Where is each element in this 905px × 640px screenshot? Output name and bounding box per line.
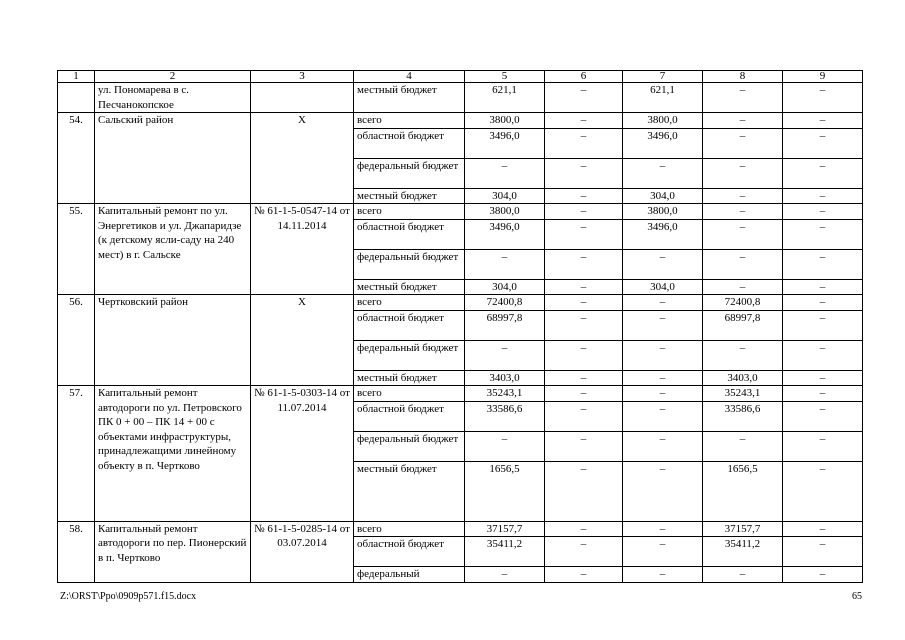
table-header-row [58,71,863,83]
dash-cell: – [545,295,623,311]
row-number-cell: 56. [58,295,95,386]
object-name-cell: Капитальный ремонт по ул. Энергетиков и ул. Джапаридзе (к детскому ясли-саду на 240 мест) в г. Сальске [95,204,251,295]
table-row [58,83,863,113]
dash-cell: – [783,204,863,220]
column-header: 3 [251,71,354,83]
column-header: 5 [465,71,545,83]
source-cell: областной бюджет [354,537,465,567]
dash-cell: – [623,537,703,567]
dash-cell: – [703,249,783,279]
dash-cell: – [783,128,863,158]
source-cell: всего [354,113,465,129]
dash-cell: – [703,188,783,204]
table-row [58,521,863,537]
dash-cell: – [703,204,783,220]
permit-cell [251,83,354,113]
dash-cell: – [623,386,703,402]
dash-cell: – [703,158,783,188]
dash-cell: – [623,249,703,279]
value-cell: 37157,7 [465,521,545,537]
dash-cell: – [623,401,703,431]
row-number-cell: 54. [58,113,95,204]
value-cell: 68997,8 [703,310,783,340]
dash-cell: – [703,340,783,370]
dash-cell: – [465,431,545,461]
table-row [58,204,863,220]
source-cell: областной бюджет [354,310,465,340]
dash-cell: – [783,310,863,340]
value-cell: 304,0 [623,188,703,204]
value-cell: 37157,7 [703,521,783,537]
budget-table [57,70,863,583]
dash-cell: – [545,521,623,537]
value-cell: 68997,8 [465,310,545,340]
dash-cell: – [545,386,623,402]
dash-cell: – [703,567,783,583]
dash-cell: – [545,279,623,295]
footer-file-path: Z:\ORST\Ppo\0909p571.f15.docx [60,591,197,602]
object-name-cell: ул. Пономарева в с. Песчанокопское [95,83,251,113]
dash-cell: – [623,567,703,583]
value-cell: 3800,0 [465,204,545,220]
permit-cell: Х [251,295,354,386]
dash-cell: – [545,401,623,431]
value-cell: 1656,5 [703,461,783,521]
source-cell: местный бюджет [354,370,465,386]
dash-cell: – [783,295,863,311]
dash-cell: – [783,521,863,537]
source-cell: федеральный бюджет [354,249,465,279]
dash-cell: – [703,128,783,158]
value-cell: 3800,0 [465,113,545,129]
value-cell: 35411,2 [703,537,783,567]
dash-cell: – [465,249,545,279]
column-header: 4 [354,71,465,83]
table-row [58,113,863,129]
dash-cell: – [545,219,623,249]
object-name-cell: Сальский район [95,113,251,204]
value-cell: 621,1 [465,83,545,113]
dash-cell: – [783,340,863,370]
dash-cell: – [783,158,863,188]
dash-cell: – [783,188,863,204]
dash-cell: – [545,461,623,521]
dash-cell: – [623,310,703,340]
permit-cell: Х [251,113,354,204]
dash-cell: – [545,249,623,279]
value-cell: 3800,0 [623,113,703,129]
column-header: 2 [95,71,251,83]
dash-cell: – [545,113,623,129]
dash-cell: – [623,158,703,188]
column-header: 8 [703,71,783,83]
dash-cell: – [783,461,863,521]
source-cell: всего [354,204,465,220]
object-name-cell: Чертковский район [95,295,251,386]
source-cell: местный бюджет [354,279,465,295]
dash-cell: – [703,83,783,113]
dash-cell: – [783,249,863,279]
value-cell: 33586,6 [465,401,545,431]
source-cell: федеральный [354,567,465,583]
page-number: 65 [852,591,862,602]
value-cell: 304,0 [623,279,703,295]
source-cell: всего [354,521,465,537]
dash-cell: – [703,219,783,249]
source-cell: федеральный бюджет [354,158,465,188]
column-header: 1 [58,71,95,83]
value-cell: 3496,0 [465,128,545,158]
value-cell: 621,1 [623,83,703,113]
dash-cell: – [545,370,623,386]
dash-cell: – [783,401,863,431]
dash-cell: – [465,158,545,188]
dash-cell: – [545,310,623,340]
dash-cell: – [623,461,703,521]
value-cell: 304,0 [465,279,545,295]
value-cell: 3403,0 [465,370,545,386]
source-cell: всего [354,386,465,402]
dash-cell: – [783,431,863,461]
dash-cell: – [545,204,623,220]
object-name-cell: Капитальный ремонт автодороги по ул. Петровского ПК 0 + 00 – ПК 14 + 00 с объектами инфраструктуры, принадлежащими линейному объекту в п. Чертково [95,386,251,522]
dash-cell: – [783,386,863,402]
value-cell: 304,0 [465,188,545,204]
source-cell: местный бюджет [354,461,465,521]
row-number-cell: 58. [58,521,95,582]
source-cell: всего [354,295,465,311]
dash-cell: – [623,295,703,311]
table-row [58,386,863,402]
row-number-cell: 57. [58,386,95,522]
dash-cell: – [623,370,703,386]
object-name-cell: Капитальный ремонт автодороги по пер. Пионерский в п. Чертково [95,521,251,582]
value-cell: 3496,0 [465,219,545,249]
value-cell: 72400,8 [703,295,783,311]
permit-cell: № 61-1-5-0285-14 от 03.07.2014 [251,521,354,582]
dash-cell: – [783,537,863,567]
dash-cell: – [465,340,545,370]
value-cell: 3496,0 [623,128,703,158]
dash-cell: – [545,537,623,567]
source-cell: федеральный бюджет [354,431,465,461]
value-cell: 3403,0 [703,370,783,386]
source-cell: областной бюджет [354,401,465,431]
column-header: 7 [623,71,703,83]
value-cell: 72400,8 [465,295,545,311]
dash-cell: – [545,188,623,204]
value-cell: 35243,1 [703,386,783,402]
dash-cell: – [783,567,863,583]
column-header: 9 [783,71,863,83]
value-cell: 35243,1 [465,386,545,402]
dash-cell: – [703,279,783,295]
row-number-cell [58,83,95,113]
dash-cell: – [623,521,703,537]
dash-cell: – [703,431,783,461]
dash-cell: – [783,219,863,249]
column-header: 6 [545,71,623,83]
source-cell: федеральный бюджет [354,340,465,370]
dash-cell: – [703,113,783,129]
dash-cell: – [783,279,863,295]
dash-cell: – [783,113,863,129]
permit-cell: № 61-1-5-0547-14 от 14.11.2014 [251,204,354,295]
dash-cell: – [783,370,863,386]
value-cell: 1656,5 [465,461,545,521]
permit-cell: № 61-1-5-0303-14 от 11.07.2014 [251,386,354,522]
row-number-cell: 55. [58,204,95,295]
dash-cell: – [623,340,703,370]
value-cell: 33586,6 [703,401,783,431]
value-cell: 3800,0 [623,204,703,220]
dash-cell: – [545,83,623,113]
dash-cell: – [465,567,545,583]
dash-cell: – [545,431,623,461]
table-row [58,295,863,311]
dash-cell: – [545,158,623,188]
dash-cell: – [545,128,623,158]
dash-cell: – [623,431,703,461]
value-cell: 35411,2 [465,537,545,567]
source-cell: местный бюджет [354,188,465,204]
source-cell: областной бюджет [354,128,465,158]
source-cell: местный бюджет [354,83,465,113]
value-cell: 3496,0 [623,219,703,249]
dash-cell: – [783,83,863,113]
source-cell: областной бюджет [354,219,465,249]
dash-cell: – [545,567,623,583]
dash-cell: – [545,340,623,370]
